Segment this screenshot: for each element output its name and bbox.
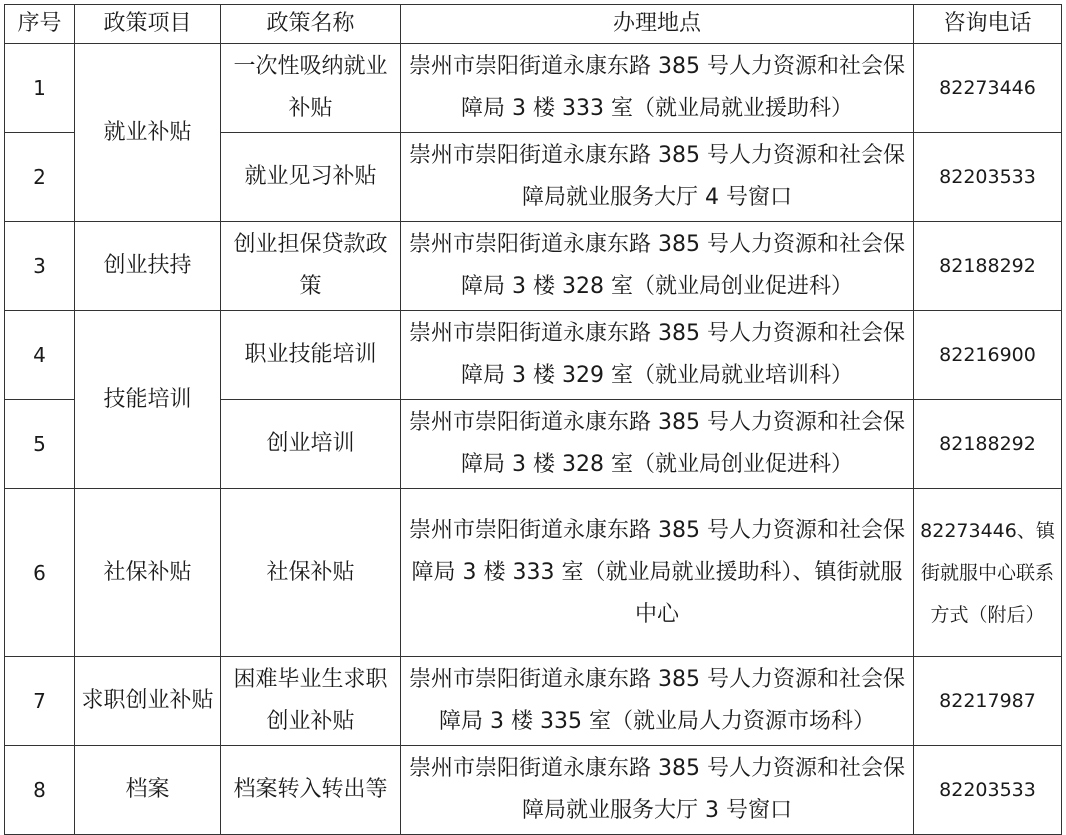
row-phone: 82188292: [914, 222, 1062, 311]
row-policy-name: 职业技能培训: [221, 311, 401, 400]
row-address: 崇州市崇阳街道永康东路 385 号人力资源和社会保障局就业服务大厅 4 号窗口: [401, 133, 914, 222]
row-category: 档案: [75, 746, 221, 835]
row-no: 1: [5, 44, 75, 133]
row-no: 2: [5, 133, 75, 222]
row-address: 崇州市崇阳街道永康东路 385 号人力资源和社会保障局 3 楼 333 室（就业局就业援助科）、镇街就服中心: [401, 489, 914, 657]
row-category: 就业补贴: [75, 44, 221, 222]
row-category: 创业扶持: [75, 222, 221, 311]
row-no: 4: [5, 311, 75, 400]
row-no: 6: [5, 489, 75, 657]
row-address: 崇州市崇阳街道永康东路 385 号人力资源和社会保障局就业服务大厅 3 号窗口: [401, 746, 914, 835]
row-address: 崇州市崇阳街道永康东路 385 号人力资源和社会保障局 3 楼 328 室（就业局创业促进科）: [401, 400, 914, 489]
row-address: 崇州市崇阳街道永康东路 385 号人力资源和社会保障局 3 楼 329 室（就业局就业培训科）: [401, 311, 914, 400]
header-row: [5, 5, 1062, 44]
row-policy-name: 就业见习补贴: [221, 133, 401, 222]
row-no: 3: [5, 222, 75, 311]
table-row: [5, 311, 1062, 400]
row-phone: 82203533: [914, 746, 1062, 835]
row-phone: 82273446: [914, 44, 1062, 133]
row-policy-name: 创业担保贷款政策: [221, 222, 401, 311]
row-phone: 82203533: [914, 133, 1062, 222]
row-category: 社保补贴: [75, 489, 221, 657]
row-phone: 82273446、镇街就服中心联系方式（附后）: [914, 489, 1062, 657]
row-address: 崇州市崇阳街道永康东路 385 号人力资源和社会保障局 3 楼 335 室（就业局人力资源市场科）: [401, 657, 914, 746]
row-policy-name: 困难毕业生求职创业补贴: [221, 657, 401, 746]
header-address: 办理地点: [401, 5, 914, 44]
row-no: 8: [5, 746, 75, 835]
row-category: 求职创业补贴: [75, 657, 221, 746]
row-no: 5: [5, 400, 75, 489]
row-address: 崇州市崇阳街道永康东路 385 号人力资源和社会保障局 3 楼 328 室（就业局创业促进科）: [401, 222, 914, 311]
header-no: 序号: [5, 5, 75, 44]
table-row: [5, 657, 1062, 746]
header-category: 政策项目: [75, 5, 221, 44]
table-row: [5, 44, 1062, 133]
row-policy-name: 一次性吸纳就业补贴: [221, 44, 401, 133]
row-address: 崇州市崇阳街道永康东路 385 号人力资源和社会保障局 3 楼 333 室（就业局就业援助科）: [401, 44, 914, 133]
row-policy-name: 社保补贴: [221, 489, 401, 657]
row-category: 技能培训: [75, 311, 221, 489]
table-row: [5, 222, 1062, 311]
row-phone: 82216900: [914, 311, 1062, 400]
header-phone: 咨询电话: [914, 5, 1062, 44]
row-policy-name: 档案转入转出等: [221, 746, 401, 835]
policy-table: [4, 4, 1062, 835]
row-no: 7: [5, 657, 75, 746]
row-phone: 82217987: [914, 657, 1062, 746]
header-name: 政策名称: [221, 5, 401, 44]
row-policy-name: 创业培训: [221, 400, 401, 489]
table-row: [5, 489, 1062, 657]
table-row: [5, 746, 1062, 835]
row-phone: 82188292: [914, 400, 1062, 489]
